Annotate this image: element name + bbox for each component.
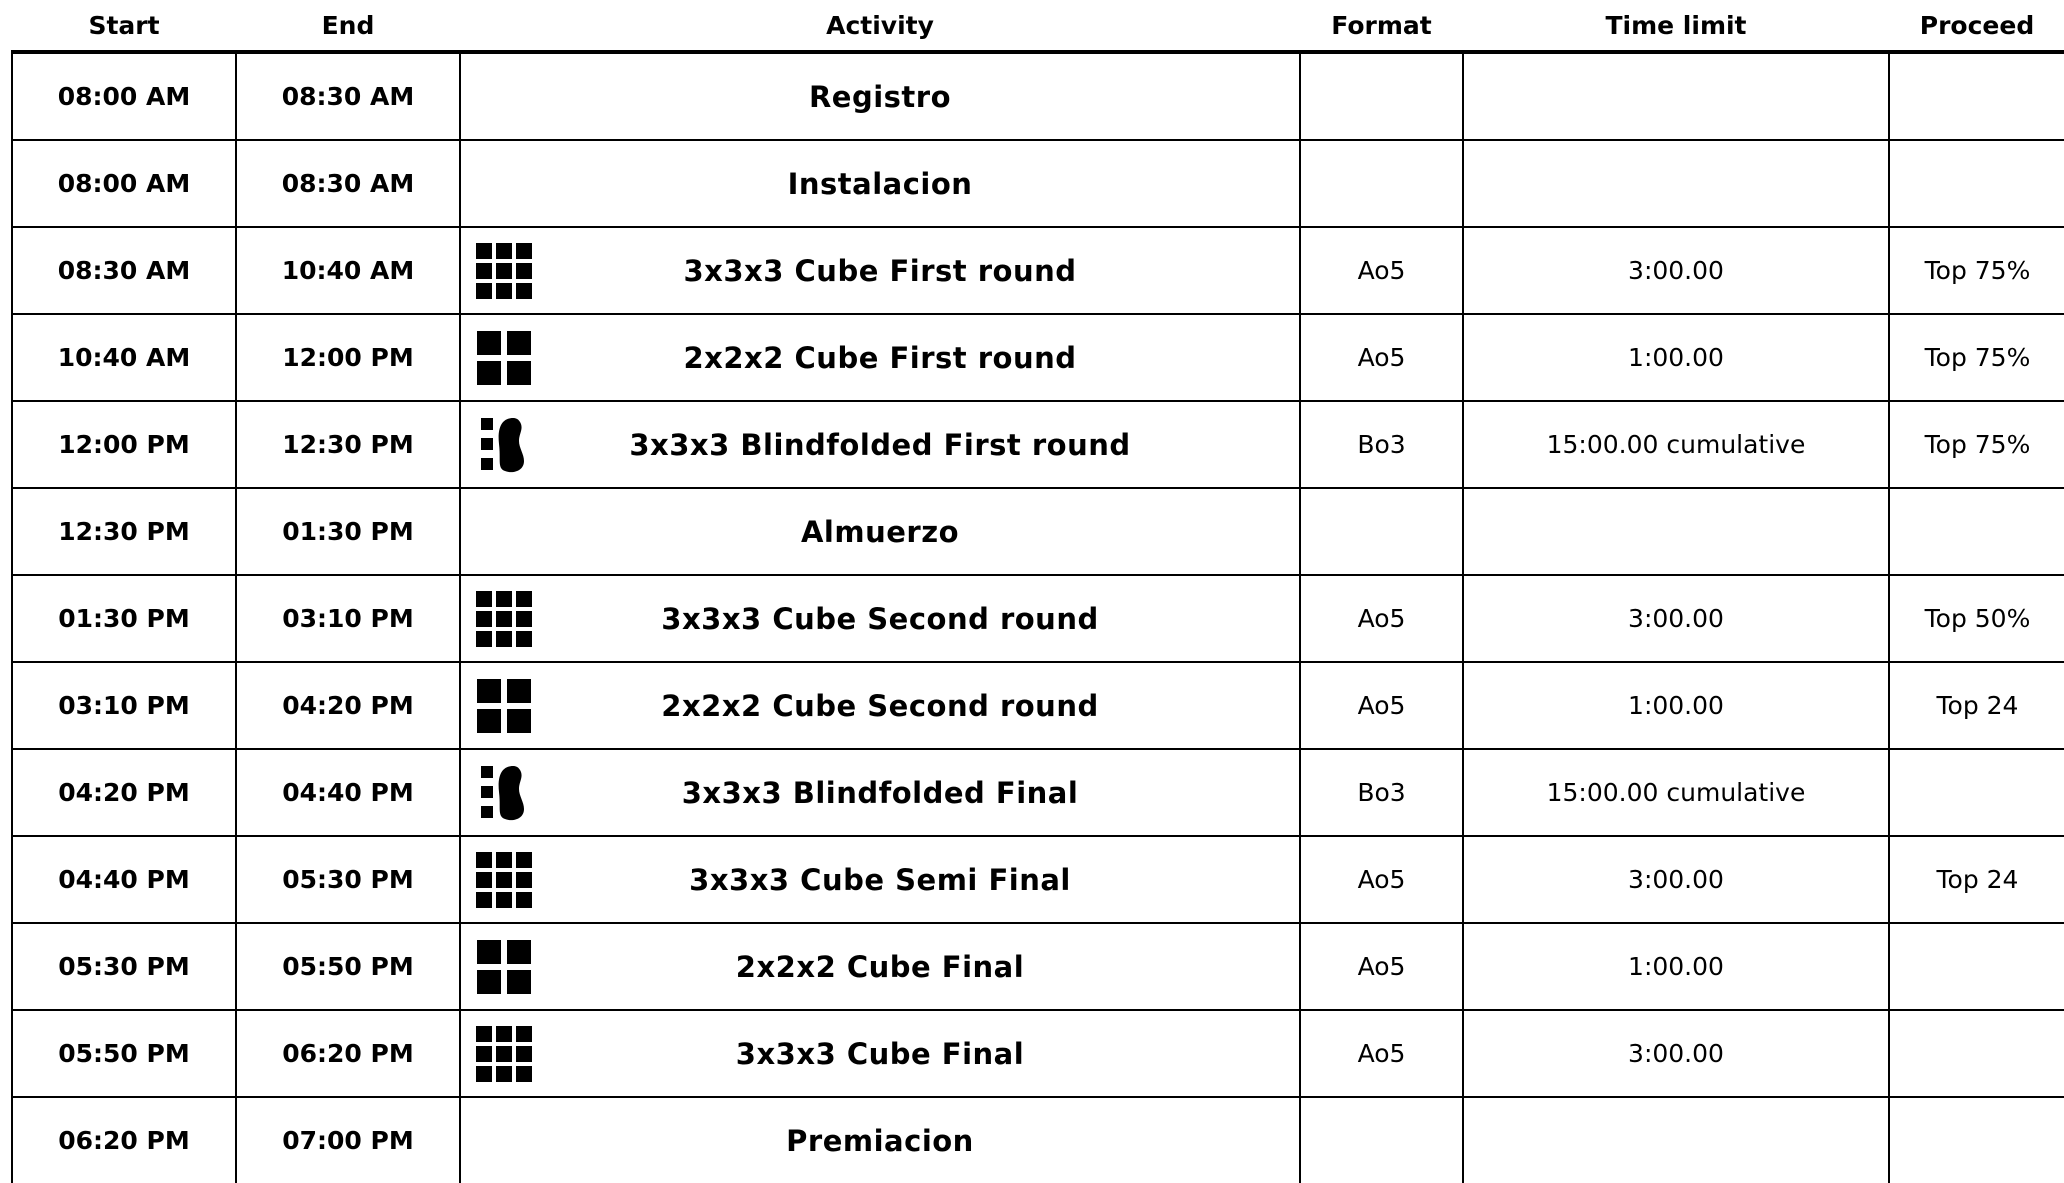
format-cell: Ao5	[1300, 1010, 1463, 1097]
end-time-cell: 10:40 AM	[236, 227, 460, 314]
start-time-cell: 06:20 PM	[12, 1097, 236, 1183]
table-row	[12, 923, 2064, 1010]
table-row	[12, 662, 2064, 749]
time-limit-cell: 1:00.00	[1463, 662, 1889, 749]
proceed-cell: Top 75%	[1889, 314, 2064, 401]
proceed-cell	[1889, 749, 2064, 836]
activity-cell	[460, 1097, 1300, 1183]
format-cell: Ao5	[1300, 575, 1463, 662]
proceed-cell: Top 75%	[1889, 401, 2064, 488]
activity-name: 3x3x3 Cube Second round	[661, 601, 1099, 636]
end-time-cell: 12:30 PM	[236, 401, 460, 488]
time-limit-cell: 3:00.00	[1463, 575, 1889, 662]
schedule-table	[11, 0, 2064, 1183]
table-row	[12, 1097, 2064, 1183]
header-activity: Activity	[460, 0, 1300, 52]
activity-cell	[460, 227, 1300, 314]
start-time-cell: 05:30 PM	[12, 923, 236, 1010]
proceed-cell	[1889, 1097, 2064, 1183]
start-time-cell: 05:50 PM	[12, 1010, 236, 1097]
header-end: End	[236, 0, 460, 52]
time-limit-cell: 3:00.00	[1463, 227, 1889, 314]
activity-cell	[460, 1010, 1300, 1097]
format-cell	[1300, 140, 1463, 227]
time-limit-cell	[1463, 488, 1889, 575]
format-cell: Bo3	[1300, 401, 1463, 488]
table-row	[12, 836, 2064, 923]
cube-222-icon	[475, 677, 533, 735]
end-time-cell: 05:50 PM	[236, 923, 460, 1010]
start-time-cell: 03:10 PM	[12, 662, 236, 749]
table-row	[12, 749, 2064, 836]
activity-name: 2x2x2 Cube Final	[735, 949, 1025, 984]
activity-cell	[460, 314, 1300, 401]
header-format: Format	[1300, 0, 1463, 52]
format-cell: Ao5	[1300, 836, 1463, 923]
format-cell: Ao5	[1300, 314, 1463, 401]
activity-cell	[460, 836, 1300, 923]
activity-cell	[460, 749, 1300, 836]
start-time-cell: 04:40 PM	[12, 836, 236, 923]
end-time-cell: 05:30 PM	[236, 836, 460, 923]
table-row	[12, 575, 2064, 662]
table-row	[12, 314, 2064, 401]
activity-name: 2x2x2 Cube Second round	[661, 688, 1099, 723]
activity-cell	[460, 140, 1300, 227]
activity-cell	[460, 401, 1300, 488]
activity-name: 3x3x3 Blindfolded Final	[681, 775, 1079, 810]
format-cell	[1300, 52, 1463, 140]
start-time-cell: 12:00 PM	[12, 401, 236, 488]
end-time-cell: 08:30 AM	[236, 52, 460, 140]
time-limit-cell: 1:00.00	[1463, 923, 1889, 1010]
time-limit-cell: 3:00.00	[1463, 836, 1889, 923]
activity-name: Instalacion	[787, 166, 973, 201]
end-time-cell: 01:30 PM	[236, 488, 460, 575]
time-limit-cell	[1463, 140, 1889, 227]
time-limit-cell: 1:00.00	[1463, 314, 1889, 401]
activity-cell	[460, 52, 1300, 140]
activity-name: 3x3x3 Blindfolded First round	[629, 427, 1131, 462]
time-limit-cell	[1463, 1097, 1889, 1183]
proceed-cell	[1889, 1010, 2064, 1097]
start-time-cell: 08:00 AM	[12, 52, 236, 140]
proceed-cell: Top 50%	[1889, 575, 2064, 662]
activity-name: 3x3x3 Cube Semi Final	[689, 862, 1071, 897]
format-cell: Ao5	[1300, 923, 1463, 1010]
proceed-cell	[1889, 52, 2064, 140]
table-row	[12, 488, 2064, 575]
blindfolded-333-icon	[475, 764, 533, 822]
header-proceed: Proceed	[1889, 0, 2064, 52]
activity-name: Premiacion	[786, 1123, 974, 1158]
end-time-cell: 04:40 PM	[236, 749, 460, 836]
activity-name: 2x2x2 Cube First round	[683, 340, 1077, 375]
activity-name: Registro	[808, 79, 952, 114]
start-time-cell: 10:40 AM	[12, 314, 236, 401]
activity-name: 3x3x3 Cube First round	[683, 253, 1077, 288]
cube-333-icon	[475, 590, 533, 648]
header-time-limit: Time limit	[1463, 0, 1889, 52]
start-time-cell: 01:30 PM	[12, 575, 236, 662]
cube-222-icon	[475, 329, 533, 387]
cube-333-icon	[475, 851, 533, 909]
format-cell: Bo3	[1300, 749, 1463, 836]
header-row	[12, 0, 2064, 52]
start-time-cell: 12:30 PM	[12, 488, 236, 575]
format-cell	[1300, 488, 1463, 575]
activity-cell	[460, 488, 1300, 575]
proceed-cell	[1889, 140, 2064, 227]
format-cell	[1300, 1097, 1463, 1183]
proceed-cell	[1889, 923, 2064, 1010]
proceed-cell	[1889, 488, 2064, 575]
start-time-cell: 04:20 PM	[12, 749, 236, 836]
activity-cell	[460, 662, 1300, 749]
header-start: Start	[12, 0, 236, 52]
format-cell: Ao5	[1300, 227, 1463, 314]
time-limit-cell: 15:00.00 cumulative	[1463, 749, 1889, 836]
end-time-cell: 06:20 PM	[236, 1010, 460, 1097]
proceed-cell: Top 24	[1889, 836, 2064, 923]
cube-333-icon	[475, 1025, 533, 1083]
proceed-cell: Top 75%	[1889, 227, 2064, 314]
format-cell: Ao5	[1300, 662, 1463, 749]
blindfolded-333-icon	[475, 416, 533, 474]
end-time-cell: 04:20 PM	[236, 662, 460, 749]
end-time-cell: 12:00 PM	[236, 314, 460, 401]
time-limit-cell: 15:00.00 cumulative	[1463, 401, 1889, 488]
table-row	[12, 401, 2064, 488]
cube-333-icon	[475, 242, 533, 300]
table-row	[12, 52, 2064, 140]
time-limit-cell	[1463, 52, 1889, 140]
table-row	[12, 227, 2064, 314]
end-time-cell: 03:10 PM	[236, 575, 460, 662]
activity-cell	[460, 923, 1300, 1010]
activity-name: Almuerzo	[800, 514, 960, 549]
proceed-cell: Top 24	[1889, 662, 2064, 749]
table-row	[12, 140, 2064, 227]
end-time-cell: 07:00 PM	[236, 1097, 460, 1183]
start-time-cell: 08:30 AM	[12, 227, 236, 314]
start-time-cell: 08:00 AM	[12, 140, 236, 227]
activity-name: 3x3x3 Cube Final	[735, 1036, 1025, 1071]
time-limit-cell: 3:00.00	[1463, 1010, 1889, 1097]
table-row	[12, 1010, 2064, 1097]
activity-cell	[460, 575, 1300, 662]
end-time-cell: 08:30 AM	[236, 140, 460, 227]
cube-222-icon	[475, 938, 533, 996]
